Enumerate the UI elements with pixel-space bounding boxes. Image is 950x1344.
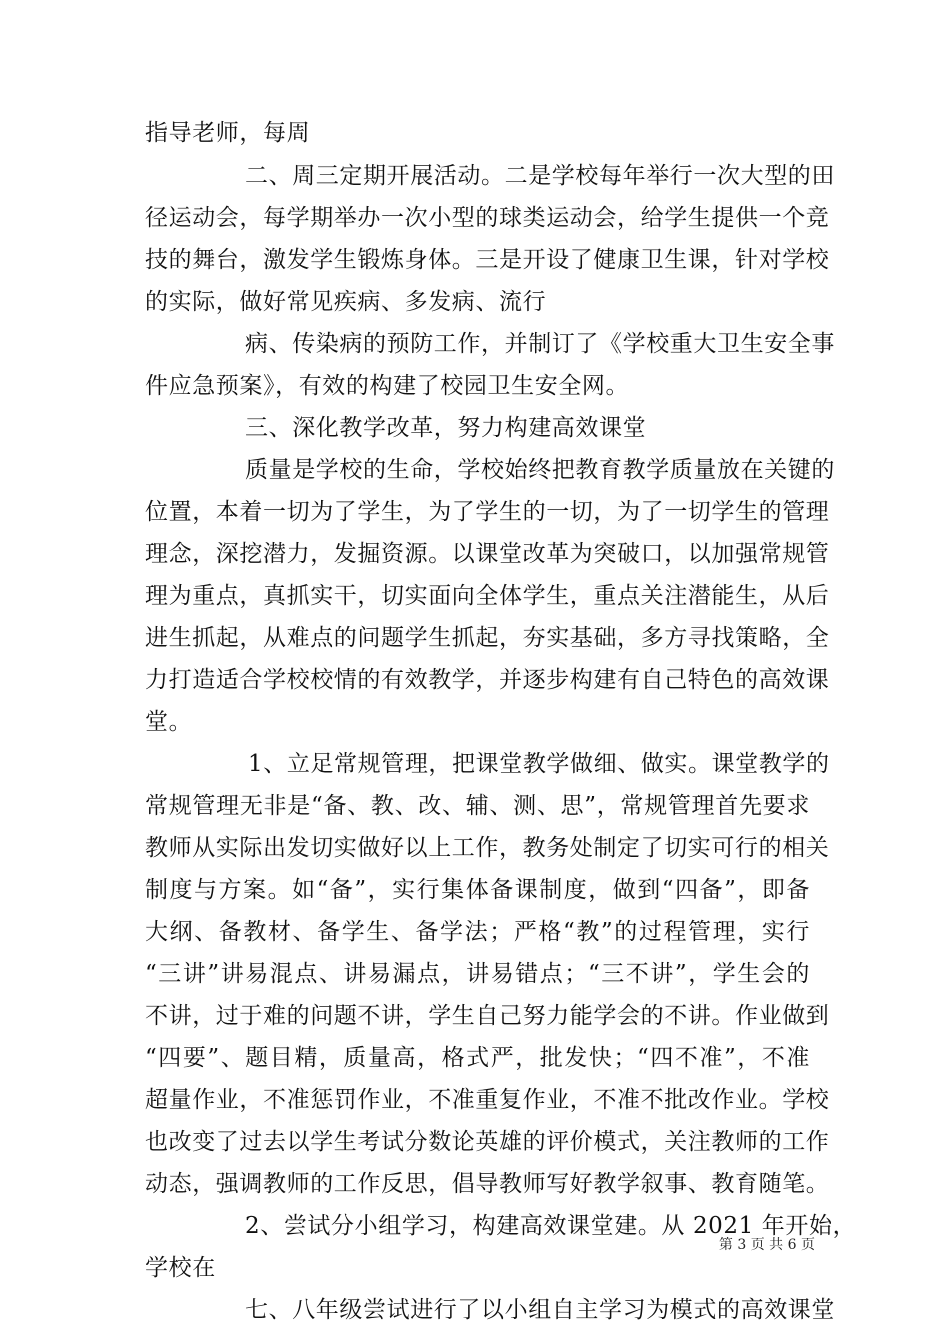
text-line: 指导老师，每周 [145,120,311,146]
text-line: 教师从实际出发切实做好以上工作，教务处制定了切实可行的相关 [145,835,830,861]
text-line: 大纲、备教材、备学生、备学法；严格“教”的过程管理，实行 [145,919,810,945]
text-line: 动态，强调教师的工作反思，倡导教师写好教学叙事、教育随笔。 [145,1171,830,1197]
text-line: “四要”、题目精，质量高，格式严，批发快；“四不准”，不准 [145,1045,810,1071]
text-line: 径运动会，每学期举办一次小型的球类运动会，给学生提供一个竞 [145,205,830,231]
text-line: 理念，深挖潜力，发掘资源。以课堂改革为突破口，以加强常规管 [145,541,830,567]
text-line: 也改变了过去以学生考试分数论英雄的评价模式，关注教师的工作 [145,1129,830,1155]
text-line: 进生抓起，从难点的问题学生抓起，夯实基础，多方寻找策略，全 [145,625,830,651]
text-line: 常规管理无非是“备、教、改、辅、测、思”，常规管理首先要求 [145,793,810,819]
text-line: 力打造适合学校校情的有效教学，并逐步构建有自己特色的高效课 [145,667,830,693]
text-line: 质量是学校的生命，学校始终把教育教学质量放在关键的 [245,457,835,483]
text-line: 学校在 [145,1255,216,1281]
text-line: 位置，本着一切为了学生，为了学生的一切，为了一切学生的管理 [145,499,830,525]
text-line: 不讲，过于难的问题不讲，学生自己努力能学会的不讲。作业做到 [145,1003,830,1029]
text-line: 理为重点，真抓实干，切实面向全体学生，重点关注潜能生，从后 [145,583,830,609]
text-line: 的实际，做好常见疾病、多发病、流行 [145,289,547,315]
text-line: 病、传染病的预防工作，并制订了《学校重大卫生安全事 [245,331,835,357]
page-number-footer: 第 3 页 共 6 页 [718,1237,815,1253]
text-line: 堂。 [145,709,193,735]
text-line: 制度与方案。如“备”，实行集体备课制度，做到“四备”，即备 [145,877,810,903]
text-line: 超量作业，不准惩罚作业，不准重复作业，不准不批改作业。学校 [145,1087,830,1113]
text-line: 1、立足常规管理，把课堂教学做细、做实。课堂教学的 [248,751,830,777]
text-line: 二、周三定期开展活动。二是学校每年举行一次大型的田 [245,163,835,189]
text-line: 件应急预案》，有效的构建了校园卫生安全网。 [145,373,630,399]
text-line: 七、八年级尝试进行了以小组自主学习为模式的高效课堂 [245,1297,835,1323]
section-heading: 三、深化教学改革，努力构建高效课堂 [245,415,647,441]
text-line: 技的舞台，激发学生锻炼身体。三是开设了健康卫生课，针对学校 [145,247,830,273]
text-line: “三讲”讲易混点、讲易漏点，讲易错点；“三不讲”，学生会的 [145,961,810,987]
text-line: 2、尝试分小组学习，构建高效课堂建。从 2021 年开始， [245,1213,857,1239]
